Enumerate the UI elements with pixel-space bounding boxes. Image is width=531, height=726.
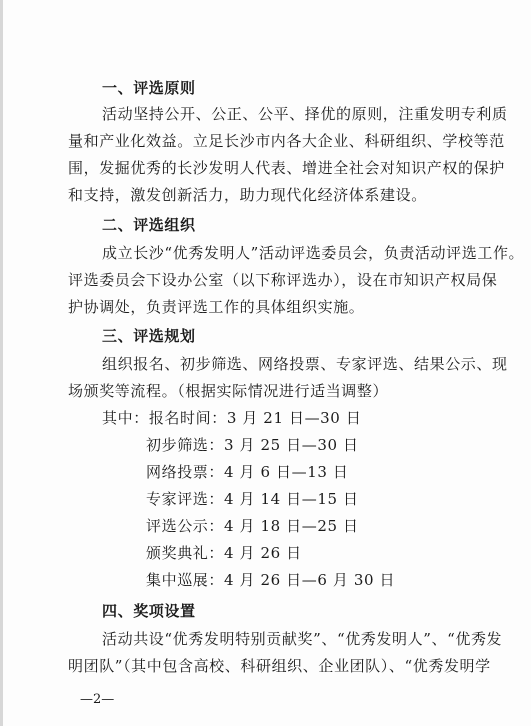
schedule-label: 专家评选： bbox=[146, 490, 225, 508]
paragraph-line: 围，发掘优秀的长沙发明人代表、增进全社会对知识产权的保护 bbox=[68, 159, 505, 177]
schedule-label: 集中巡展： bbox=[146, 571, 225, 589]
schedule-value: 4 月 26 日—6 月 30 日 bbox=[224, 571, 396, 589]
page-edge bbox=[0, 0, 3, 726]
schedule-row bbox=[146, 515, 359, 536]
schedule-label: 报名时间： bbox=[148, 409, 227, 427]
paragraph-line: 场颁奖等流程。（根据实际情况进行适当调整） bbox=[68, 382, 389, 400]
paragraph-line: 组织报名、初步筛选、网络投票、专家评选、结果公示、现 bbox=[102, 355, 508, 373]
schedule-row bbox=[146, 542, 302, 563]
schedule-row bbox=[146, 461, 348, 482]
schedule-value: 4 月 14 日—15 日 bbox=[224, 490, 359, 508]
schedule-row bbox=[146, 569, 395, 590]
schedule-label: 网络投票： bbox=[146, 463, 225, 481]
paragraph-line: 护协调处，负责评选工作的具体组织实施。 bbox=[68, 298, 365, 316]
schedule-row bbox=[146, 488, 359, 509]
schedule-value: 4 月 18 日—25 日 bbox=[224, 517, 359, 535]
schedule-label: 评选公示： bbox=[146, 517, 225, 535]
section-heading-awards: 四、奖项设置 bbox=[102, 602, 196, 620]
schedule-value: 3 月 21 日—30 日 bbox=[226, 409, 362, 427]
section-heading-planning: 三、评选规划 bbox=[102, 327, 196, 345]
paragraph-line: 活动坚持公开、公正、公平、择优的原则，注重发明专利质 bbox=[102, 105, 508, 123]
paragraph-line: 和支持，激发创新活力，助力现代化经济体系建设。 bbox=[68, 186, 427, 204]
page-number: —2— bbox=[80, 692, 115, 707]
paragraph-line: 明团队”（其中包含高校、科研组织、企业团队）、“优秀发明学 bbox=[68, 657, 491, 675]
schedule-label: 初步筛选： bbox=[146, 436, 225, 454]
schedule-value: 3 月 25 日—30 日 bbox=[224, 436, 359, 454]
schedule-prefix: 其中： bbox=[102, 409, 149, 427]
section-heading-organization: 二、评选组织 bbox=[102, 216, 196, 234]
paragraph-line: 活动共设“优秀发明特别贡献奖”、“优秀发明人”、“优秀发 bbox=[102, 630, 503, 648]
schedule-value: 4 月 6 日—13 日 bbox=[224, 463, 349, 481]
paragraph-line: 成立长沙“优秀发明人”活动评选委员会，负责活动评选工作。 bbox=[102, 244, 525, 262]
paragraph-line: 评选委员会下设办公室（以下称评选办），设在市知识产权局保 bbox=[68, 271, 498, 289]
schedule-label: 颁奖典礼： bbox=[146, 544, 225, 562]
paragraph-line: 量和产业化效益。立足长沙市内各大企业、科研组织、学校等范 bbox=[68, 132, 505, 150]
section-heading-principles: 一、评选原则 bbox=[102, 79, 196, 97]
schedule-row bbox=[146, 434, 359, 455]
schedule-value: 4 月 26 日 bbox=[224, 544, 302, 562]
schedule-row bbox=[102, 407, 361, 428]
